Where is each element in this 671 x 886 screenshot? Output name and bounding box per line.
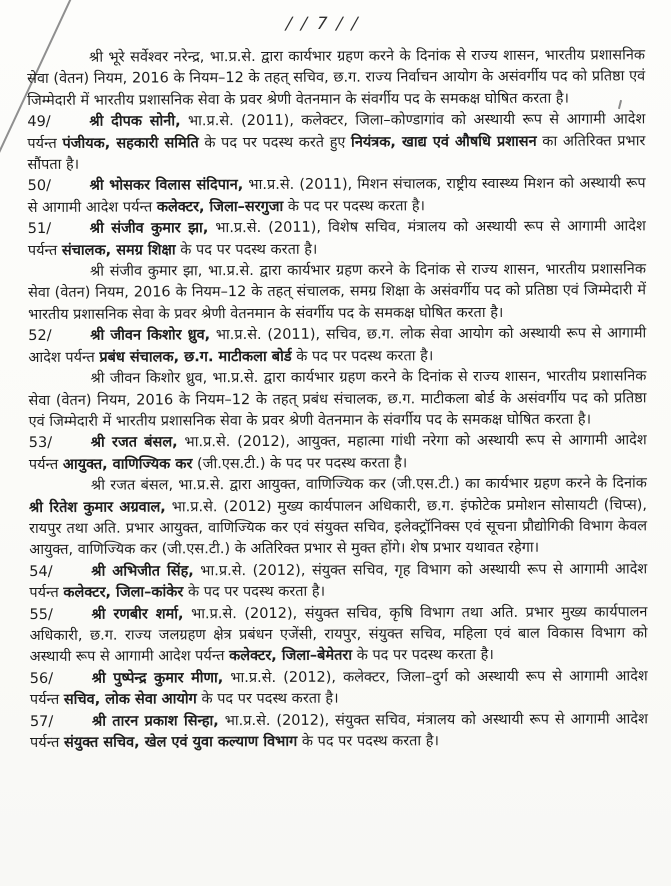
paragraph-text: आयुक्त, वाणिज्यिक कर [62, 456, 193, 473]
paragraph-number: 55/ [29, 606, 53, 623]
paragraph-text: पंजीयक, सहकारी समिति [62, 134, 199, 152]
paragraph-text: श्री संजीव कुमार झा, [89, 220, 209, 237]
paragraph-text: भा.प्र.से. (2012), कलेक्टर, जिला–दुर्ग को अस्थायी रूप से आगामी आदेश पर्यन्त [29, 668, 648, 709]
paragraph-text: श्री दीपक सोनी, [89, 113, 181, 130]
paragraph-number: 50/ [27, 178, 51, 195]
order-paragraph [28, 366, 646, 433]
paragraph-text: श्री तारन प्रकाश सिन्हा, [91, 712, 219, 730]
paragraph-text: संचालक, समग्र शिक्षा [61, 242, 176, 259]
paragraph-text: भा.प्र.से. (2012) मुख्य कार्यपालन अधिकारी, छ.ग. इंफोटेक प्रमोशन सोसायटी (चिप्स), रायपुर तथा अति. प्रभार आयुक्त, वाणिज्यिक कर एवं संयुक्त सचिव, इलेक्ट्रॉनिक्स एवं सूचना प्रौद्योगिकी विभाग केवल आयुक्त, वाणिज्यिक कर (जी.एस.टी.) के अतिरिक्त प्रभार से मुक्त होंगे। शेष प्रभार यथावत रहेगा। [29, 496, 648, 559]
document-body [27, 45, 648, 754]
paragraph-text: के पद पर पदस्थ करता है। [196, 690, 339, 708]
paragraph-text: के पद पर पदस्थ करता है। [297, 733, 440, 750]
paragraph-text: श्री भूरे सर्वेश्वर नरेन्द्र, भा.प्र.से. द्वारा कार्यभार ग्रहण करने के दिनांक से राज्य शासन, भारतीय प्रशासनिक सेवा (वेतन) नियम, 2016 के नियम–12 के तहत् सचिव, छ.ग. राज्य निर्वाचन आयोग के असंवर्गीय पद को प्रतिष्ठा एवं जिम्मेदारी में भारतीय प्रशासनिक सेवा के प्रवर श्रेणी वेतनमान के संवर्गीय पद के समकक्ष घोषित करता है। [27, 47, 646, 109]
paragraph-number: 51/ [27, 221, 52, 238]
order-paragraph [28, 259, 646, 326]
paragraph-text: भा.प्र.से. (2012), संयुक्त सचिव, गृह विभाग को अस्थायी रूप से आगामी आदेश पर्यन्त [29, 561, 648, 602]
paragraph-number: 49/ [27, 114, 51, 131]
paragraph-number: 52/ [28, 328, 52, 345]
paragraph-text: के पद पर पदस्थ करता है। [183, 583, 326, 601]
page-number: / / 7 / / [283, 14, 362, 34]
paragraph-text: श्री अभिजीत सिंह, [91, 563, 194, 580]
paragraph-text: के पद पर पदस्थ करता है। [352, 647, 494, 664]
paragraph-number: 53/ [28, 435, 53, 452]
order-paragraph [29, 473, 647, 561]
paragraph-text: श्री रितेश कुमार अग्रवाल, [28, 498, 166, 516]
paragraph-text: भा.प्र.से. (2012), संयुक्त सचिव, मंत्रालय को अस्थायी रूप से आगामी आदेश पर्यन्त [29, 710, 648, 751]
order-paragraph [30, 709, 648, 755]
paragraph-text: भा.प्र.से. (2011), विशेष सचिव, मंत्रालय को अस्थायी रूप से आगामी आदेश पर्यन्त [27, 218, 646, 259]
order-paragraph [28, 217, 646, 263]
paragraph-text: (जी.एस.टी.) के पद पर पदस्थ करता है। [192, 455, 408, 473]
order-paragraph [29, 431, 647, 477]
paragraph-text: भा.प्र.से. (2011), सचिव, छ.ग. लोक सेवा आयोग को अस्थायी रूप से आगामी आदेश पर्यन्त [28, 325, 647, 366]
paragraph-text: श्री जीवन किशोर ध्रुव, भा.प्र.से. द्वारा कार्यभार ग्रहण करने के दिनांक से राज्य शासन, भारतीय प्रशासनिक सेवा (वेतन) नियम, 2016 के नियम–12 के तहत् प्रबंध संचालक, छ.ग. माटीकला बोर्ड के असंवर्गीय पद को प्रतिष्ठा एवं जिम्मेदारी में भारतीय प्रशासनिक सेवा के प्रवर श्रेणी वेतनमान के संवर्गीय पद के समकक्ष घोषित करता है। [28, 368, 647, 430]
order-paragraph [27, 110, 645, 177]
paragraph-text: श्री रजत बंसल, [90, 434, 178, 452]
order-paragraph [28, 174, 646, 220]
paragraph-text: श्री भोसकर विलास संदिपान, [89, 177, 244, 195]
paragraph-text: भा.प्र.से. (2012), संयुक्त सचिव, कृषि विभाग तथा अति. प्रभार मुख्य कार्यपालन अधिकारी, छ.ग. राज्य जलग्रहण क्षेत्र प्रबंधन एजेंसी, रायपुर, संयुक्त सचिव, महिला एवं बाल विकास विभाग को अस्थायी रूप से आगामी आदेश पर्यन्त [29, 603, 648, 666]
paragraph-text: के पद पर पदस्थ करता है। [291, 347, 434, 365]
paragraph-text: के पद पर पदस्थ करता है। [175, 241, 318, 259]
paragraph-text: भा.प्र.से. (2011), मिशन संचालक, राष्ट्रीय स्वास्थ्य मिशन को अस्थायी रूप से आगामी आदेश पर्यन्त [27, 175, 646, 216]
paragraph-text: सचिव, लोक सेवा आयोग [63, 691, 197, 709]
paragraph-text: श्री जीवन किशोर ध्रुव, [90, 327, 211, 345]
paragraph-text: भा.प्र.से. (2011), कलेक्टर, जिला–कोण्डागांव को अस्थायी रूप से आगामी आदेश पर्यन्त [27, 111, 646, 152]
paragraph-number: 57/ [29, 713, 54, 730]
paragraph-text: नियंत्रक, खाद्य एवं औषधि प्रशासन [351, 133, 537, 151]
paragraph-text: का अतिरिक्त प्रभार सौंपता है। [27, 132, 646, 174]
paragraph-text: के पद पर पदस्थ करता है। [283, 198, 426, 215]
paragraph-text: श्री संजीव कुमार झा, भा.प्र.से. द्वारा कार्यभार ग्रहण करने के दिनांक से राज्य शासन, भारतीय प्रशासनिक सेवा (वेतन) नियम, 2016 के नियम–12 के तहत् संचालक, समग्र शिक्षा के असंवर्गीय पद को प्रतिष्ठा एवं जिम्मेदारी में भारतीय प्रशासनिक सेवा के प्रवर श्रेणी वेतनमान के संवर्गीय पद के समकक्ष घोषित करता है। [28, 261, 647, 323]
order-paragraph [29, 559, 647, 605]
paragraph-text: कलेक्टर, जिला–सरगुजा [156, 198, 284, 216]
order-paragraph [27, 45, 645, 112]
paragraph-text: भा.प्र.से. (2012), आयुक्त, महात्मा गांधी नरेगा को अस्थायी रूप से आगामी आदेश पर्यन्त [28, 432, 647, 473]
paragraph-number: 56/ [29, 670, 54, 687]
paragraph-text: श्री रणबीर शर्मा, [91, 605, 184, 623]
paragraph-text: कलेक्टर, जिला–कांकेर [63, 584, 184, 602]
order-paragraph [29, 602, 647, 669]
paragraph-text: संयुक्त सचिव, खेल एवं युवा कल्याण विभाग [63, 733, 298, 751]
order-paragraph [30, 666, 648, 712]
paragraph-text: श्री रजत बंसल, भा.प्र.से. द्वारा आयुक्त, वाणिज्यिक कर (जी.एस.टी.) का कार्यभार ग्रहण करने के दिनांक [90, 475, 647, 494]
paragraph-text: के पद पर पदस्थ करते हुए [198, 134, 352, 151]
paragraph-text: कलेक्टर, जिला–बेमेतरा [229, 647, 353, 665]
paragraph-text: श्री पुष्पेन्द्र कुमार मीणा, [91, 669, 224, 687]
paragraph-text: प्रबंध संचालक, छ.ग. माटीकला बोर्ड [99, 348, 292, 366]
order-paragraph [28, 324, 646, 370]
paragraph-number: 54/ [29, 563, 53, 580]
